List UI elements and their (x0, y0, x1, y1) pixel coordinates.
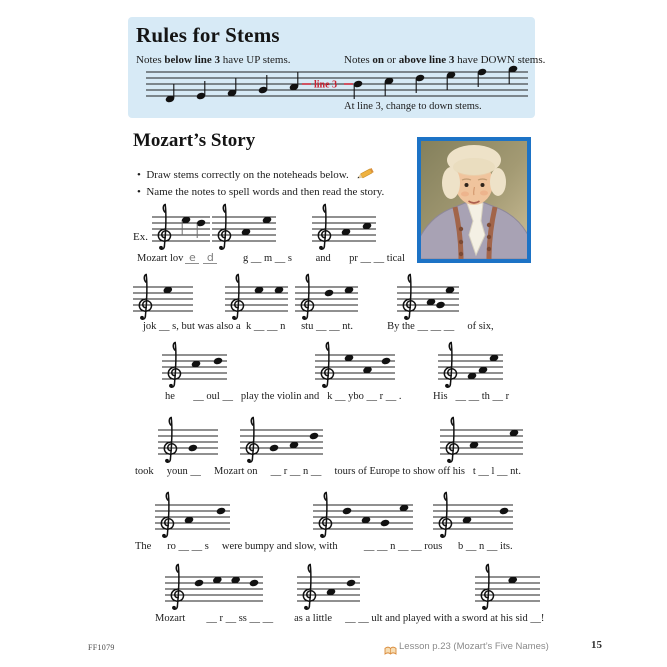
staff (475, 561, 546, 619)
caption-row-5: The ro __ __ s were bumpy and slow, with __ __ n __ __ rous b __ n __ its. (135, 541, 513, 552)
book-icon (384, 643, 397, 661)
caption-row-6: Mozart __ r __ ss __ __ as a little __ __ ult and played with a sword at his sid __! (155, 613, 545, 624)
bullet-name-notes: • Name the notes to spell words and then read the story. (137, 186, 384, 198)
rules-title: Rules for Stems (136, 23, 280, 47)
caption-row-1: Mozart lov e d g __ m __ s and pr __ __ tical (137, 251, 405, 264)
footer-catalog-number: FF1079 (88, 643, 115, 652)
mozart-portrait (417, 137, 531, 263)
staff (315, 339, 401, 397)
line3-label: line 3 (314, 79, 338, 91)
rule-down-stems: Notes on or above line 3 have DOWN stems. (344, 54, 546, 66)
footer-page-number: 15 (591, 639, 602, 651)
staff (155, 489, 236, 547)
caption-row-2: jok __ s, but was also a k __ __ n stu __ __ nt. By the __ __ __ of six, (143, 321, 494, 332)
staff (312, 201, 382, 259)
story-title: Mozart’s Story (133, 130, 256, 151)
staff (212, 201, 282, 259)
footer-lesson-ref: Lesson p.23 (Mozart’s Five Names) (399, 641, 549, 652)
staff (433, 489, 519, 547)
answer-letter: e (185, 252, 199, 264)
mozart-portrait-art (421, 141, 527, 259)
rule-up-stems: Notes below line 3 have UP stems. (136, 54, 291, 66)
staff (313, 489, 419, 547)
pencil-icon (355, 166, 375, 185)
example-label: Ex. (133, 231, 148, 243)
staff (165, 561, 269, 619)
staff (440, 414, 529, 472)
staff (438, 339, 509, 397)
caption-row-4: took youn __ Mozart on __ r __ n __ tours of Europe to show off his t __ l __ nt. (135, 466, 521, 477)
bullet-draw-stems: • Draw stems correctly on the noteheads below. (137, 166, 375, 185)
rules-footnote: At line 3, change to down stems. (344, 101, 482, 112)
staff (162, 339, 233, 397)
caption-row-3: he __ oul __ play the violin and k __ ybo __ r __ . His __ __ th __ r (165, 391, 510, 402)
staff (240, 414, 329, 472)
staff (158, 414, 224, 472)
answer-letter: d (203, 252, 217, 264)
staff (297, 561, 366, 619)
